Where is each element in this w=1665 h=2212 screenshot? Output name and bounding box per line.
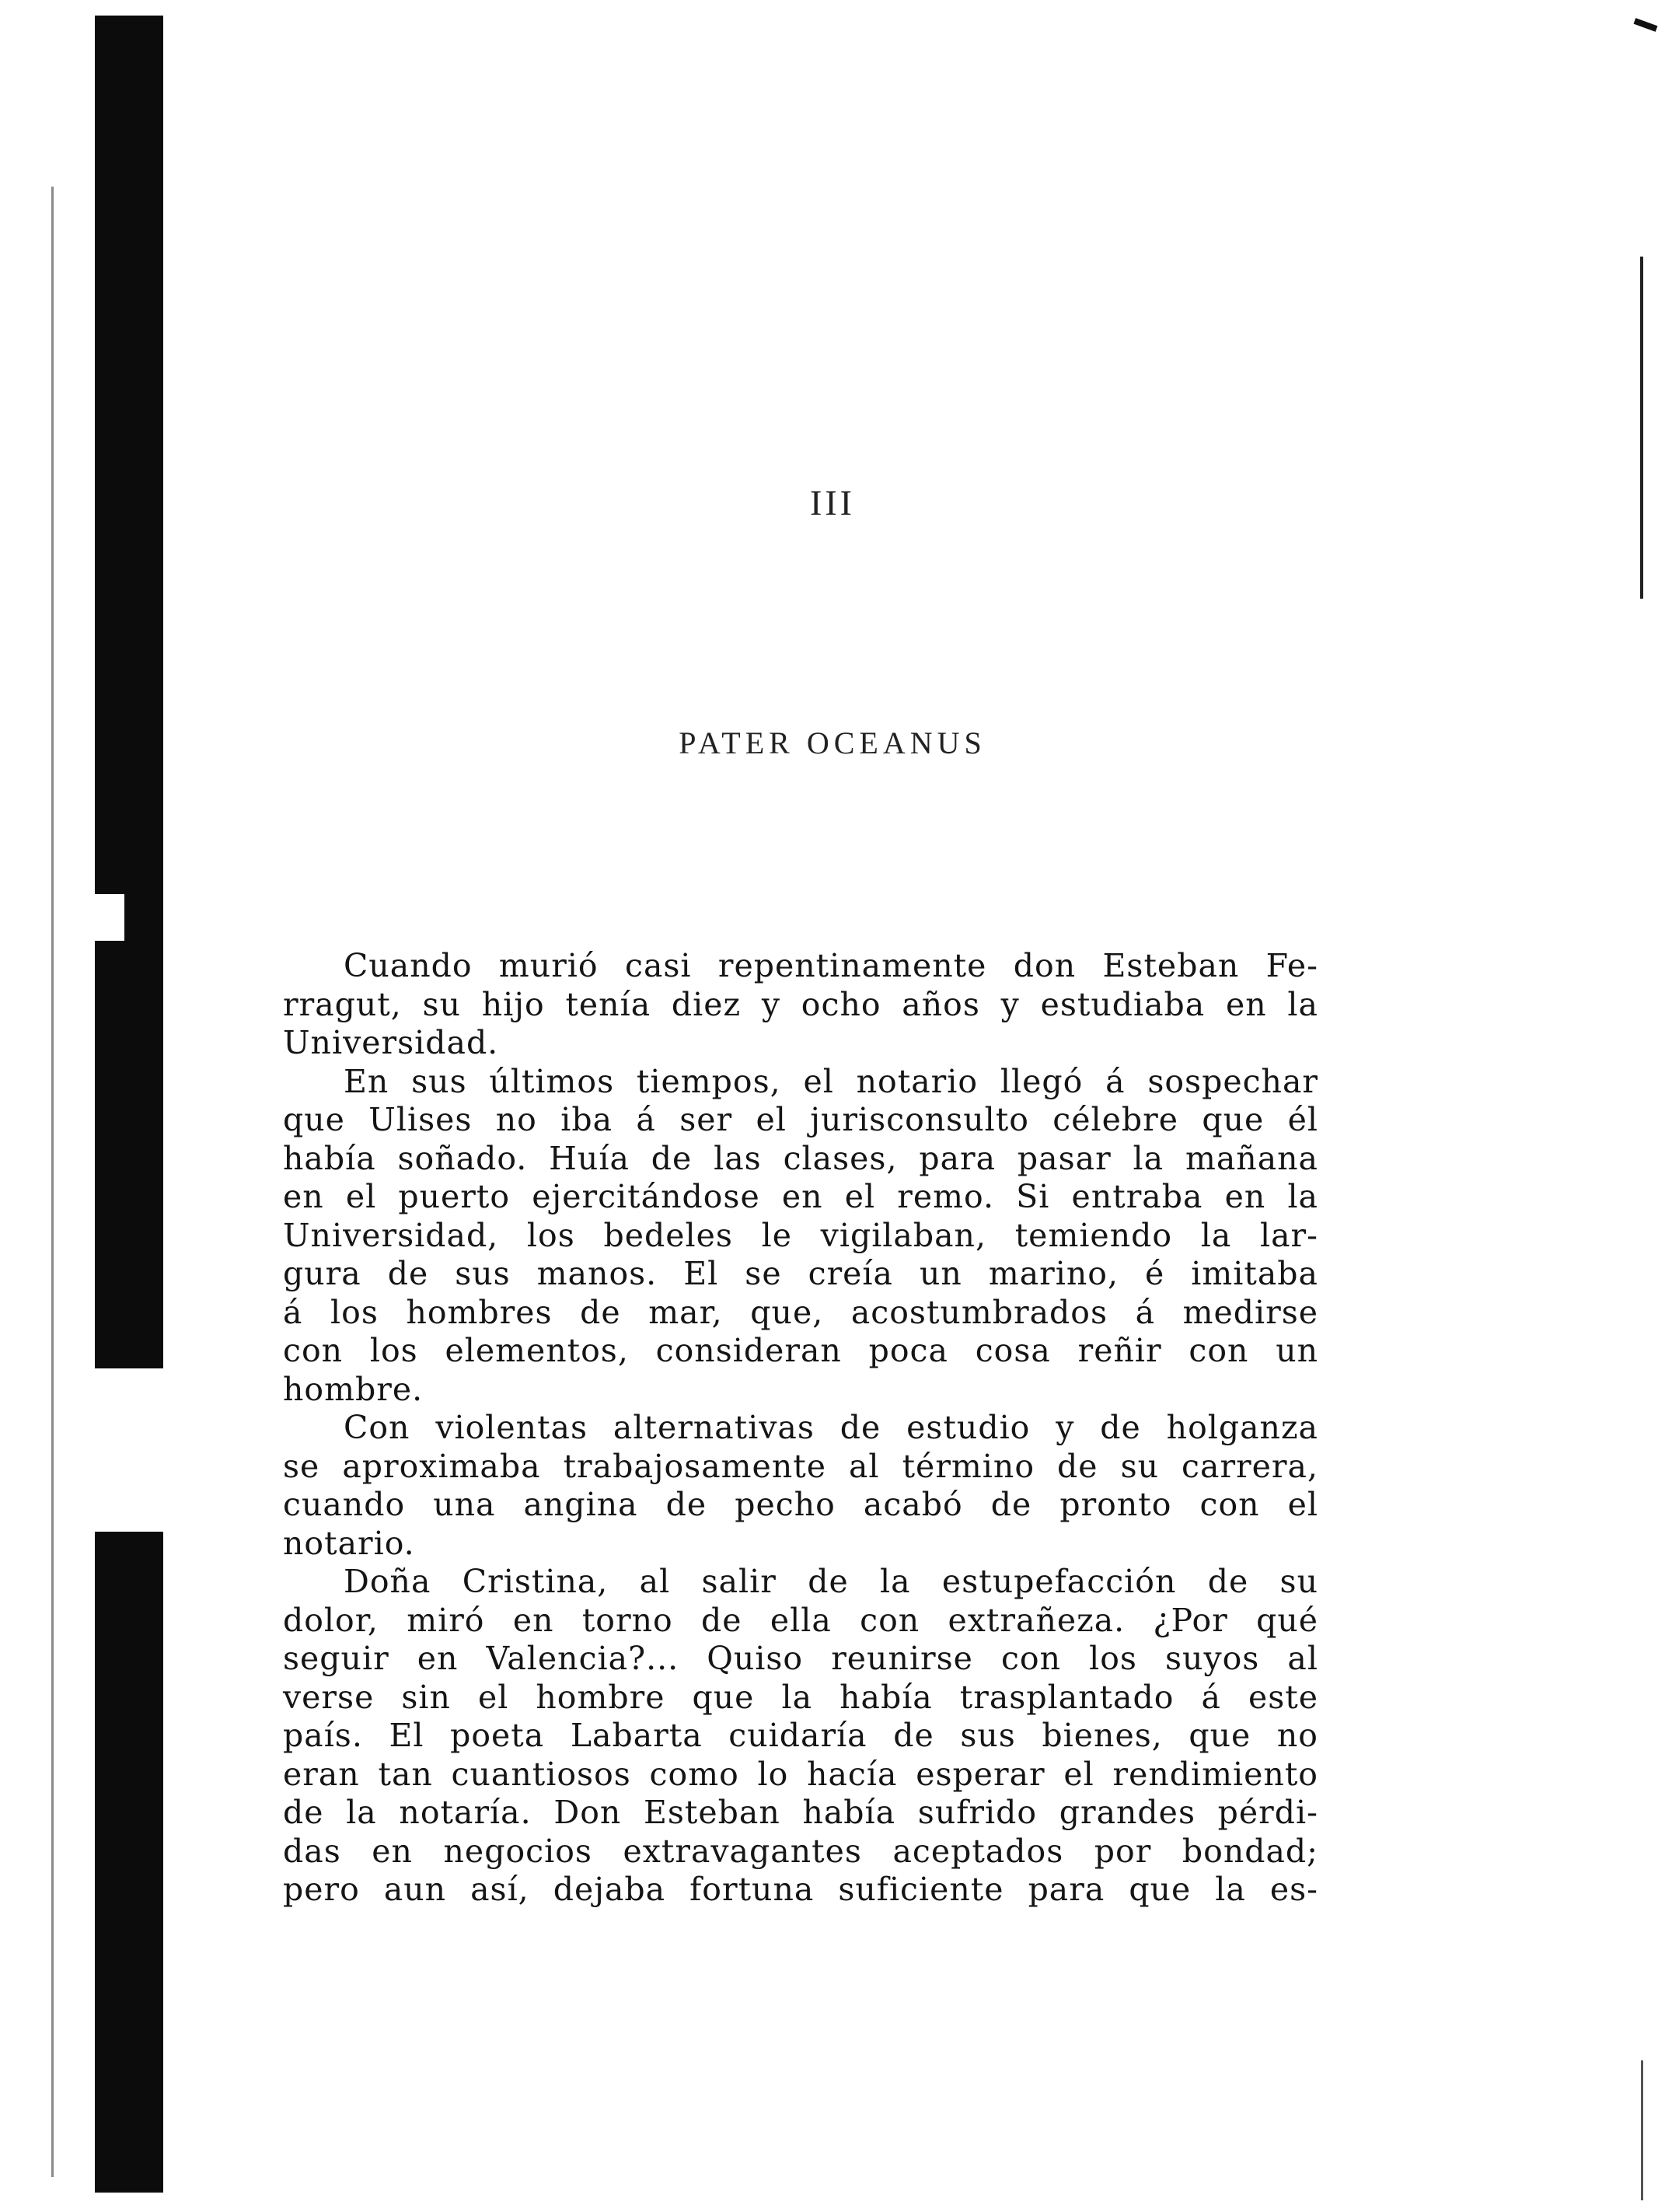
text-line: país. El poeta Labarta cuidaría de sus bienes, que no bbox=[283, 1717, 1318, 1754]
chapter-body bbox=[283, 947, 1318, 1910]
text-line: Cuando murió casi repentinamente don Esteban Fe- bbox=[344, 947, 1318, 984]
text-line: das en negocios extravagantes aceptados por bondad; bbox=[283, 1832, 1318, 1870]
text-line: pero aun así, dejaba fortuna suficiente para que la es- bbox=[283, 1871, 1318, 1908]
chapter-number: III bbox=[810, 483, 855, 522]
text-line: con los elementos, consideran poca cosa reñir con un bbox=[283, 1332, 1318, 1369]
scan-right-mark bbox=[1640, 257, 1643, 599]
text-line: á los hombres de mar, que, acostumbrados á medirse bbox=[283, 1293, 1318, 1331]
scan-corner-mark bbox=[1634, 18, 1658, 32]
text-line: hombre. bbox=[283, 1370, 424, 1408]
text-line: verse sin el hombre que la había trasplantado á este bbox=[283, 1678, 1318, 1716]
chapter-title: PATER OCEANUS bbox=[679, 725, 986, 760]
text-line: Doña Cristina, al salir de la estupefacción de su bbox=[344, 1563, 1318, 1600]
text-line: seguir en Valencia?... Quiso reunirse con los suyos al bbox=[283, 1640, 1318, 1677]
scan-binding-edge bbox=[95, 16, 163, 2193]
text-line: eran tan cuantiosos como lo hacía esperar el rendimiento bbox=[283, 1755, 1318, 1793]
text-line: Universidad, los bedeles le vigilaban, temiendo la lar- bbox=[283, 1216, 1318, 1254]
text-line: gura de sus manos. El se creía un marino, é imitaba bbox=[283, 1255, 1318, 1292]
text-line: en el puerto ejercitándose en el remo. Si entraba en la bbox=[283, 1178, 1318, 1215]
text-line: se aproximaba trabajosamente al término de su carrera, bbox=[283, 1447, 1318, 1485]
scan-right-mark bbox=[1641, 2060, 1643, 2200]
text-line: Con violentas alternativas de estudio y de holganza bbox=[344, 1409, 1318, 1446]
text-line: que Ulises no iba á ser el jurisconsulto célebre que él bbox=[283, 1101, 1318, 1138]
text-line: dolor, miró en torno de ella con extrañeza. ¿Por qué bbox=[283, 1601, 1318, 1639]
text-line: había soñado. Huía de las clases, para pasar la mañana bbox=[283, 1139, 1318, 1177]
text-line: rragut, su hijo tenía diez y ocho años y estudiaba en la bbox=[283, 985, 1318, 1023]
scan-edge-gap bbox=[93, 894, 124, 941]
text-line: cuando una angina de pecho acabó de pronto con el bbox=[283, 1486, 1318, 1523]
text-line: Universidad. bbox=[283, 1024, 499, 1061]
text-line: de la notaría. Don Esteban había sufrido grandes pérdi- bbox=[283, 1794, 1318, 1831]
scan-edge-gap bbox=[93, 1368, 165, 1532]
text-line: En sus últimos tiempos, el notario llegó á sospechar bbox=[344, 1062, 1318, 1100]
text-line: notario. bbox=[283, 1524, 415, 1562]
